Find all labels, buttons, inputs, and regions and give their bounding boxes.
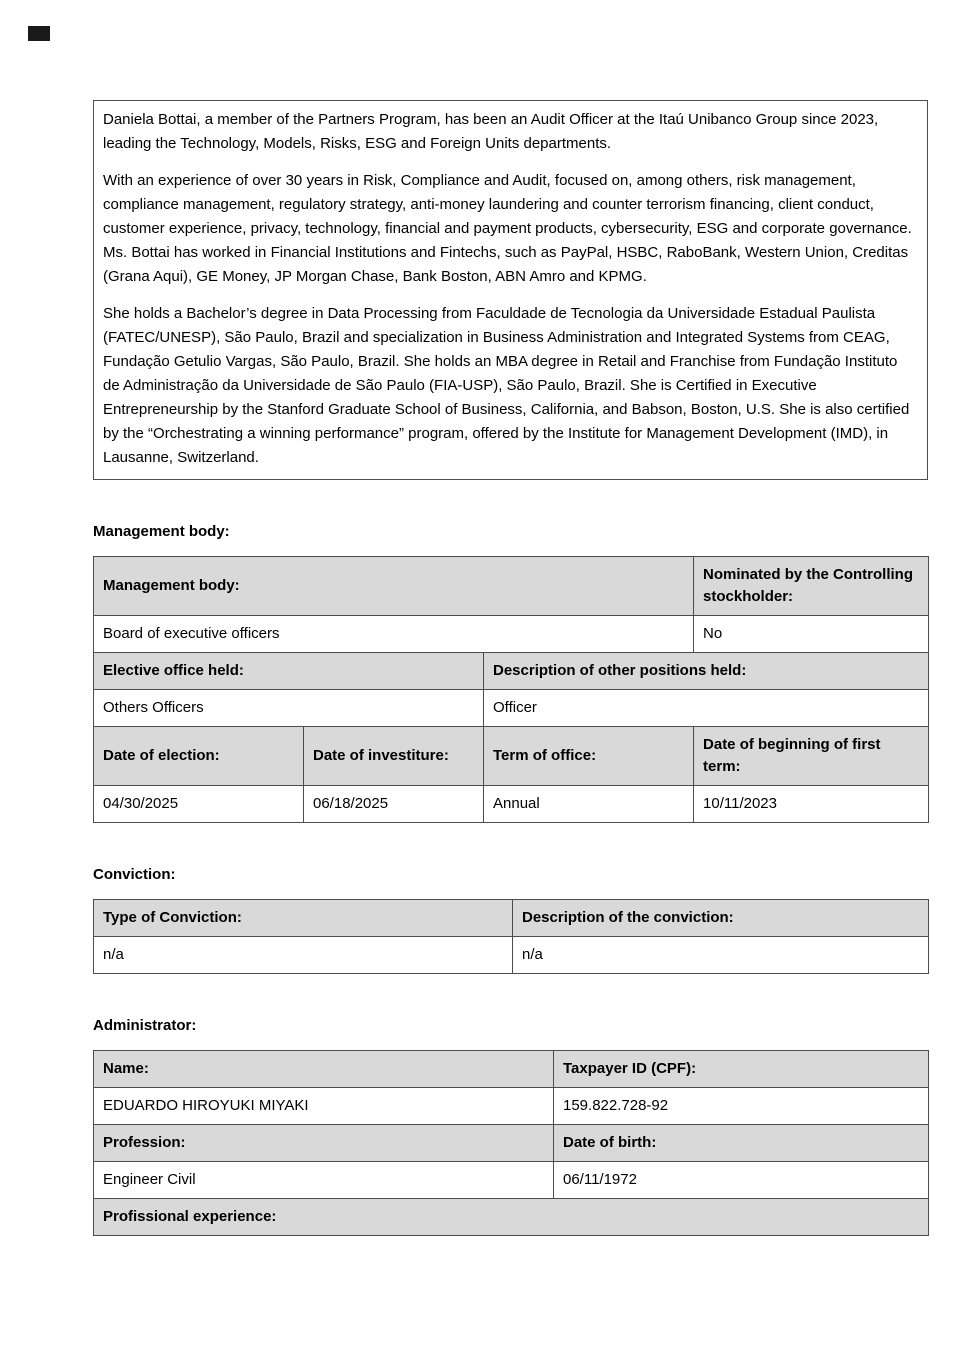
nominated-header-cell: Nominated by the Controlling stockholder: — [694, 557, 929, 616]
date-first-term-header-cell: Date of beginning of first term: — [694, 727, 929, 786]
table-row — [94, 653, 929, 690]
administrator-section-title: Administrator: — [93, 1017, 197, 1034]
table-row — [94, 727, 929, 786]
other-positions-header-cell: Description of other positions held: — [484, 653, 929, 690]
bio-paragraph-1: Daniela Bottai, a member of the Partners Program, has been an Audit Officer at the Itaú Unibanco Group since 2023, leading the Technology, Models, Risks, ESG and Foreign Units departments. — [103, 111, 879, 152]
table-row — [94, 1051, 929, 1088]
management-body-value-cell: Board of executive officers — [94, 616, 694, 653]
bio-paragraph-2: With an experience of over 30 years in Risk, Compliance and Audit, focused on, among others, risk management, compliance management, regulatory strategy, anti-money laundering and counter terrorism financing, client conduct, customer experience, privacy, technology, financial and payment products, cybersecurity, ESG and corporate governance. Ms. Bottai has worked in Financial Institutions and Fintechs, such as PayPal, HSBC, RaboBank, Western Union, Creditas (Grana Aqui), GE Money, JP Morgan Chase, Bank Boston, ABN Amro and KPMG. — [103, 172, 912, 285]
elective-office-header-cell: Elective office held: — [94, 653, 484, 690]
table-row — [94, 690, 929, 727]
name-value-cell: EDUARDO HIROYUKI MIYAKI — [94, 1088, 554, 1125]
birth-value-cell: 06/11/1972 — [554, 1162, 929, 1199]
date-investiture-header-cell: Date of investiture: — [304, 727, 484, 786]
management-table — [93, 556, 929, 823]
conviction-type-header-cell: Type of Conviction: — [94, 900, 513, 937]
conviction-section-title: Conviction: — [93, 866, 176, 883]
table-row — [94, 900, 929, 937]
management-body-header-cell: Management body: — [94, 557, 694, 616]
table-row — [94, 557, 929, 616]
bio-paragraph-3: She holds a Bachelor’s degree in Data Processing from Faculdade de Tecnologia da Universidade Estadual Paulista (FATEC/UNESP), São Paulo, Brazil and specialization in Business Administration and Integrated Systems from CEAG, Fundação Getulio Vargas, São Paulo, Brazil. She holds an MBA degree in Retail and Franchise from Fundação Instituto de Administração da Universidade de São Paulo (FIA-USP), São Paulo, Brazil. She is Certified in Executive Entrepreneurship by the Stanford Graduate School of Business, California, and Babson, Boston, U.S. She is also certified by the “Orchestrating a winning performance” program, offered by the Institute for Management Development (IMD), in Lausanne, Switzerland. — [103, 305, 910, 466]
cpf-value-cell: 159.822.728-92 — [554, 1088, 929, 1125]
administrator-table — [93, 1050, 929, 1236]
table-row — [94, 786, 929, 823]
table-row — [94, 937, 929, 974]
conviction-description-value-cell: n/a — [513, 937, 929, 974]
table-row — [94, 1088, 929, 1125]
name-header-cell: Name: — [94, 1051, 554, 1088]
birth-header-cell: Date of birth: — [554, 1125, 929, 1162]
table-row — [94, 1162, 929, 1199]
conviction-description-header-cell: Description of the conviction: — [513, 900, 929, 937]
management-section-title: Management body: — [93, 523, 230, 540]
nominated-value-cell: No — [694, 616, 929, 653]
date-investiture-value-cell: 06/18/2025 — [304, 786, 484, 823]
date-election-header-cell: Date of election: — [94, 727, 304, 786]
table-row — [94, 1199, 929, 1236]
corner-mark — [28, 26, 50, 41]
profession-header-cell: Profession: — [94, 1125, 554, 1162]
experience-header-cell: Profissional experience: — [94, 1199, 929, 1236]
biography-box — [93, 100, 928, 480]
conviction-table — [93, 899, 929, 974]
term-office-value-cell: Annual — [484, 786, 694, 823]
conviction-type-value-cell: n/a — [94, 937, 513, 974]
cpf-header-cell: Taxpayer ID (CPF): — [554, 1051, 929, 1088]
term-office-header-cell: Term of office: — [484, 727, 694, 786]
table-row — [94, 1125, 929, 1162]
elective-office-value-cell: Others Officers — [94, 690, 484, 727]
other-positions-value-cell: Officer — [484, 690, 929, 727]
profession-value-cell: Engineer Civil — [94, 1162, 554, 1199]
date-first-term-value-cell: 10/11/2023 — [694, 786, 929, 823]
table-row — [94, 616, 929, 653]
date-election-value-cell: 04/30/2025 — [94, 786, 304, 823]
